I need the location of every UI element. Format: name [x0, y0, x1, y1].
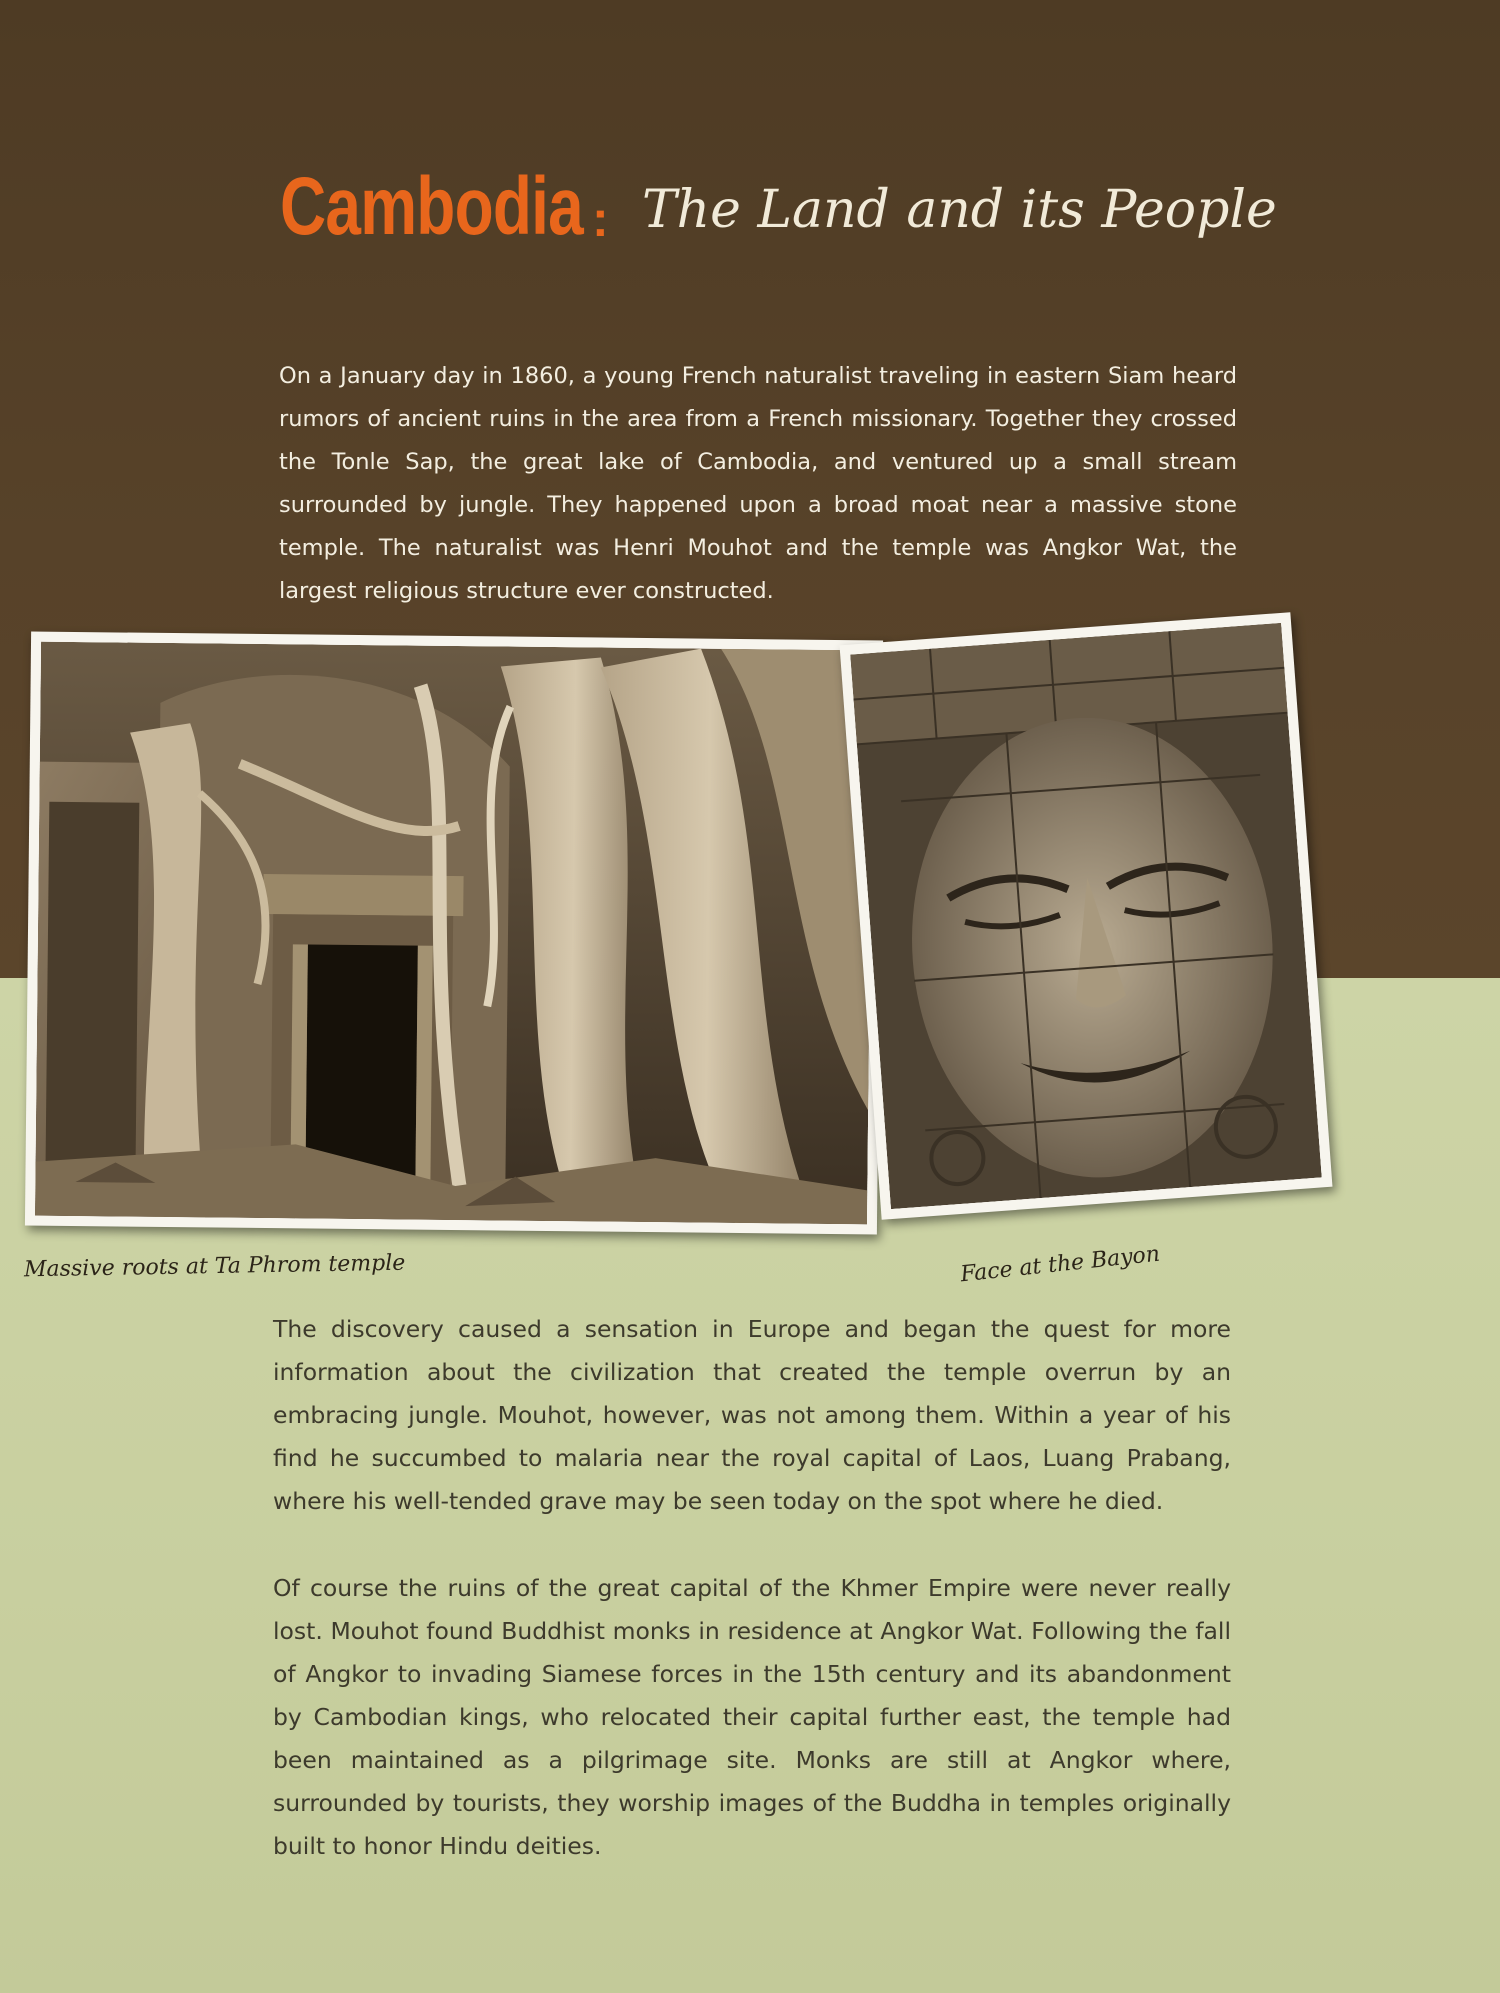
caption-roots: Massive roots at Ta Phrom temple [23, 1250, 406, 1283]
body-paragraph-2: Of course the ruins of the great capital of the Khmer Empire were never really lost. Mouhot found Buddhist monks in residence at Angkor Wat. Following the fall of Angkor to invading Siamese forces in the 15th century and its abandonment by Cambodian kings, who relocated their capital further east, the temple had been maintained as a pilgrimage site. Monks are still at Angkor where, surrounded by tourists, they worship images of the Buddha in temples originally built to honor Hindu deities. [273, 1574, 1231, 1860]
title-subtitle: The Land and its People [642, 180, 1277, 240]
page-title [280, 160, 1277, 254]
photo-ta-prohm-roots [25, 632, 883, 1235]
title-separator: : [592, 191, 609, 247]
intro-paragraph: On a January day in 1860, a young French naturalist traveling in eastern Siam heard rumors of ancient ruins in the area from a French missionary. Together they crossed the Tonle Sap, the great lake of Cambodia, and ventured up a small stream surrounded by jungle. They happened upon a broad moat near a massive stone temple. The naturalist was Henri Mouhot and the temple was Angkor Wat, the largest religious structure ever constructed. [279, 363, 1237, 604]
face-image [850, 623, 1322, 1209]
photo-bayon-face [840, 612, 1333, 1220]
title-main: Cambodia [280, 161, 583, 252]
caption-face: Face at the Bayon [959, 1241, 1162, 1288]
body-paragraph-1: The discovery caused a sensation in Europe and began the quest for more information about the civilization that created the temple overrun by an embracing jungle. Mouhot, however, was not among them. Within a year of his find he succumbed to malaria near the royal capital of Laos, Luang Prabang, where his well-tended grave may be seen today on the spot where he died. [273, 1315, 1231, 1515]
roots-image [35, 642, 873, 1225]
